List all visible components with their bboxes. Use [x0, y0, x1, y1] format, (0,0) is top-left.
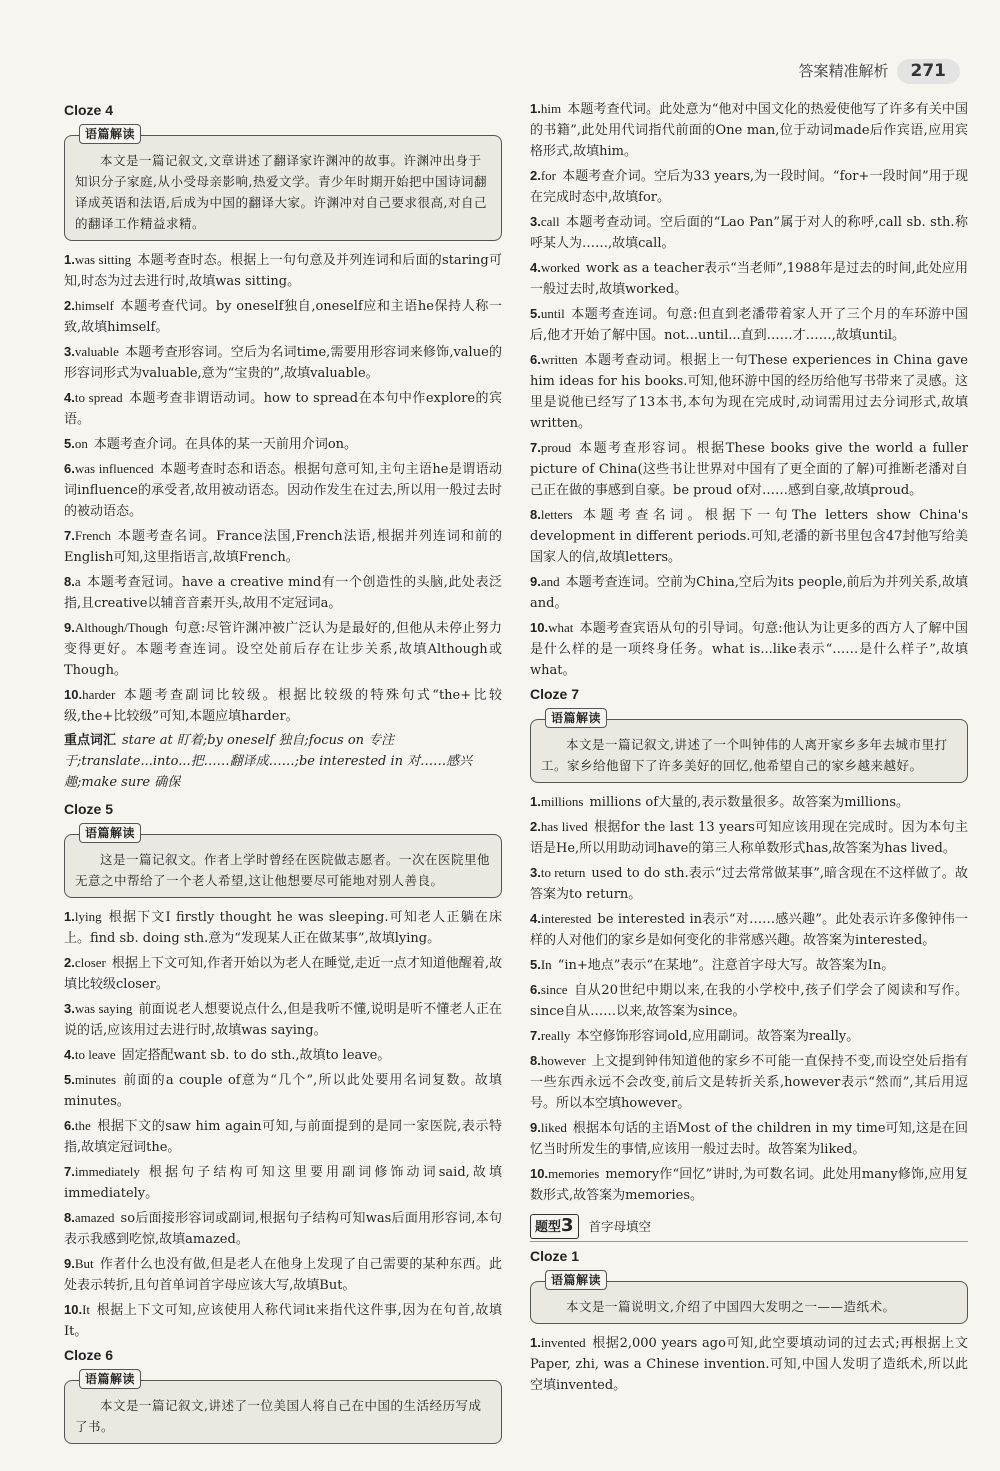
- answer-item: [530, 571, 968, 614]
- cloze-title: Cloze 7: [530, 686, 580, 702]
- answer-item: [64, 684, 502, 727]
- item-explanation: 本题考查副词比较级。根据比较级的特殊句式“the+比较级,the+比较级”可知,本题应填harder。: [64, 688, 502, 724]
- item-explanation: 本题考查非谓语动词。how to spread在本句中作explore的宾语。: [64, 391, 502, 427]
- item-answer: to leave: [74, 1047, 116, 1062]
- item-number: 2.: [64, 955, 75, 970]
- answer-item: [64, 433, 502, 455]
- item-explanation: 自从20世纪中期以来,在我的小学校中,孩子们学会了阅读和写作。since自从……以来,故答案为since。: [530, 983, 968, 1019]
- item-answer: was influenced: [74, 461, 154, 476]
- answer-item: [530, 954, 968, 976]
- answer-item: [530, 257, 968, 300]
- item-number: 7.: [530, 1028, 541, 1043]
- reading-text: 本文是一篇记叙文,文章讲述了翻译家许渊冲的故事。许渊冲出身于知识分子家庭,从小受母亲影响,热爱文学。青少年时期开始把中国诗词翻译成英语和法语,后成为中国的翻译大家。许渊冲对自己要求很高,对自己的翻译工作精益求精。: [75, 153, 487, 231]
- item-explanation: 本题考查宾语从句的引导词。句意:他认为让更多的西方人了解中国是什么样的是一项终身任务。what is...like表示“……是什么样子”,故填what。: [530, 621, 968, 678]
- item-answer: Although/Though: [74, 620, 169, 635]
- answer-item: [64, 1115, 502, 1158]
- question-type-heading: [530, 1214, 968, 1242]
- answer-item: [64, 525, 502, 568]
- item-explanation: so后面接形容词或副词,根据句子结构可知was后面用形容词,本句表示我感到吃惊,故填amazed。: [64, 1211, 502, 1247]
- item-number: 9.: [530, 574, 541, 589]
- item-number: 10.: [64, 1302, 83, 1317]
- item-explanation: 本题考查介词。在具体的某一天前用介词on。: [93, 437, 358, 452]
- answer-item: [64, 458, 502, 522]
- reading-tag: 语篇解读: [79, 823, 141, 843]
- answer-item: [530, 617, 968, 681]
- reading-box: [64, 1372, 502, 1444]
- item-answer: amazed: [74, 1210, 115, 1225]
- item-answer: immediately: [74, 1164, 140, 1179]
- item-explanation: “in+地点”表示“在某地”。注意首字母大写。故答案为In。: [557, 958, 895, 973]
- item-explanation: 本题考查形容词。根据These books give the world a fuller picture of China(这些书让世界对中国有了更全面的了解)可推断老潘对自己正在做的事感到自豪。be proud of对……感到自豪,故填proud。: [530, 441, 968, 498]
- answer-item: [530, 1163, 968, 1206]
- answer-item: [64, 571, 502, 614]
- header-title: 答案精准解析: [798, 61, 889, 80]
- reading-text: 本文是一篇记叙文,讲述了一个叫钟伟的人离开家乡多年去城市里打工。家乡给他留下了许多美好的回忆,他希望自己的家乡越来越好。: [541, 737, 948, 773]
- item-explanation: 本题考查连词。空前为China,空后为its people,前后为并列关系,故填and。: [530, 575, 968, 611]
- item-answer: has lived: [540, 819, 588, 834]
- item-number: 8.: [530, 507, 541, 522]
- item-explanation: 本题考查动词。根据上一句These experiences in China gave him ideas for his books.可知,他环游中国的经历给他写书带来了灵感。这里是说他已经写了13本书,本句为现在完成时,动词需用过去分词形式,故填written。: [530, 353, 968, 431]
- item-number: 6.: [64, 1118, 75, 1133]
- item-explanation: work as a teacher表示“当老师”,1988年是过去的时间,此处应用一般过去时,故填worked。: [530, 261, 968, 297]
- answer-item: [530, 437, 968, 501]
- reading-tag: 语篇解读: [79, 1369, 141, 1389]
- answer-item: [64, 387, 502, 430]
- item-number: 4.: [64, 390, 75, 405]
- reading-tag: 语篇解读: [79, 124, 141, 144]
- item-answer: written: [540, 352, 578, 367]
- type-badge-number: 3: [561, 1215, 574, 1236]
- answer-item: [64, 906, 502, 949]
- item-answer: millions: [540, 794, 584, 809]
- right-column: [530, 98, 968, 1399]
- item-number: 7.: [530, 440, 541, 455]
- item-number: 2.: [64, 298, 75, 313]
- item-explanation: 上文提到钟伟知道他的家乡不可能一直保持不变,而设空处后指有一些东西永远不会改变,前后文是转折关系,however表示“然而”,其后用逗号。所以本空填however。: [530, 1054, 968, 1111]
- answer-item: [530, 349, 968, 434]
- item-number: 3.: [530, 865, 541, 880]
- reading-box: [530, 1273, 968, 1324]
- item-number: 8.: [530, 1053, 541, 1068]
- page-header: [798, 56, 960, 86]
- answer-item: [530, 1050, 968, 1114]
- item-number: 2.: [530, 168, 541, 183]
- item-number: 4.: [530, 260, 541, 275]
- item-explanation: 本题考查动词。空后面的“Lao Pan”属于对人的称呼,call sb. sth.称呼某人为……,故填call。: [530, 215, 968, 251]
- left-column: [64, 98, 502, 1452]
- item-answer: French: [74, 528, 111, 543]
- answer-item: [64, 1253, 502, 1296]
- item-explanation: 本题考查形容词。空后为名词time,需要用形容词来修饰,value的形容词形式为valuable,意为“宝贵的”,故填valuable。: [64, 345, 502, 381]
- reading-box: [64, 127, 502, 241]
- item-answer: was sitting: [74, 252, 132, 267]
- answer-item: [530, 1025, 968, 1047]
- item-explanation: 本题考查代词。by oneself独自,oneself应和主语he保持人称一致,故填himself。: [64, 299, 502, 335]
- item-answer: call: [540, 214, 560, 229]
- item-answer: really: [540, 1028, 571, 1043]
- item-answer: But: [74, 1256, 94, 1271]
- item-answer: on: [74, 436, 88, 451]
- item-answer: was saying: [74, 1001, 133, 1016]
- item-answer: liked: [540, 1120, 567, 1135]
- item-number: 6.: [530, 352, 541, 367]
- item-answer: until: [540, 306, 565, 321]
- item-explanation: 本题考查时态和语态。根据句意可知,主句主语he是谓语动词influence的承受者,故用被动语态。因动作发生在过去,所以用一般过去时的被动语态。: [64, 462, 502, 519]
- item-explanation: millions of大量的,表示数量很多。故答案为millions。: [589, 795, 910, 810]
- item-number: 7.: [64, 1164, 75, 1179]
- item-answer: invented: [540, 1335, 586, 1350]
- answer-item: [64, 1069, 502, 1112]
- type-badge-prefix: 题型: [535, 1220, 562, 1235]
- item-answer: him: [540, 101, 562, 116]
- item-number: 6.: [64, 461, 75, 476]
- item-explanation: 本题考查时态。根据上一句句意及并列连词和后面的staring可知,时态为过去进行时,故填was sitting。: [64, 253, 502, 289]
- answer-item: [530, 1332, 968, 1396]
- answer-item: [530, 908, 968, 951]
- item-answer: what: [548, 620, 574, 635]
- item-number: 4.: [64, 1047, 75, 1062]
- answer-item: [530, 816, 968, 859]
- item-number: 10.: [530, 1166, 549, 1181]
- reading-tag: 语篇解读: [545, 1270, 607, 1290]
- answer-item: [64, 617, 502, 681]
- item-number: 2.: [530, 819, 541, 834]
- key-vocabulary: [64, 730, 502, 793]
- reading-text: 本文是一篇说明文,介绍了中国四大发明之一——造纸术。: [566, 1299, 896, 1314]
- item-number: 4.: [530, 911, 541, 926]
- answer-item: [64, 998, 502, 1041]
- item-answer: memories: [548, 1166, 600, 1181]
- item-number: 8.: [64, 1210, 75, 1225]
- reading-box: [530, 711, 968, 783]
- answer-item: [64, 295, 502, 338]
- item-answer: proud: [540, 440, 572, 455]
- item-answer: however: [540, 1053, 586, 1068]
- item-explanation: 根据2,000 years ago可知,此空要填动词的过去式;再根据上文Paper, zhi, was a Chinese invention.可知,中国人发明了造纸术,所以此空填invented。: [530, 1336, 968, 1393]
- question-type-badge: [530, 1214, 579, 1239]
- item-number: 9.: [64, 1256, 75, 1271]
- item-explanation: 本空修饰形容词old,应用副词。故答案为really。: [576, 1029, 860, 1044]
- item-number: 8.: [64, 574, 75, 589]
- item-number: 9.: [530, 1120, 541, 1135]
- item-answer: for: [540, 168, 557, 183]
- item-explanation: 根据本句话的主语Most of the children in my time可知,这是在回忆当时所发生的事情,应该用一般过去时。故答案为liked。: [530, 1121, 968, 1157]
- reading-text: 这是一篇记叙文。作者上学时曾经在医院做志愿者。一次在医院里他无意之中帮给了一个老人希望,这让他想要尽可能地对别人善良。: [75, 852, 491, 888]
- item-explanation: 本题考查介词。空后为33 years,为一段时间。“for+一段时间”用于现在完成时态中,故填for。: [530, 169, 968, 205]
- item-explanation: 前面说老人想要说点什么,但是我听不懂,说明是听不懂老人正在说的话,应该用过去进行时,故填was saying。: [64, 1002, 502, 1038]
- item-number: 10.: [530, 620, 549, 635]
- item-number: 6.: [530, 982, 541, 997]
- item-number: 9.: [64, 620, 75, 635]
- item-answer: letters: [540, 507, 573, 522]
- item-answer: lying: [74, 909, 102, 924]
- answer-item: [64, 1299, 502, 1342]
- vocab-text: stare at 盯着;by oneself 独自;focus on 专注于;translate...into...把……翻译成……;be interested in 对……感兴趣;make sure 确保: [64, 733, 473, 790]
- answer-item: [64, 1161, 502, 1204]
- answer-item: [64, 249, 502, 292]
- vocab-label: 重点词汇: [64, 733, 117, 748]
- item-explanation: memory作“回忆”讲时,为可数名词。此处用many修饰,应用复数形式,故答案为memories。: [530, 1167, 968, 1203]
- answer-item: [530, 1117, 968, 1160]
- item-answer: to spread: [74, 390, 123, 405]
- answer-item: [530, 165, 968, 208]
- item-explanation: 前面的a couple of意为“几个”,所以此处要用名词复数。故填minutes。: [64, 1073, 502, 1109]
- item-answer: In: [540, 957, 552, 972]
- item-explanation: 本题考查名词。根据下一句The letters show China's development in different periods.可知,老潘的新书里包含47封他写给美国家人的信,故填letters。: [530, 508, 968, 565]
- answer-item: [530, 504, 968, 568]
- item-answer: the: [74, 1118, 91, 1133]
- item-explanation: 根据下文I firstly thought he was sleeping.可知老人正躺在床上。find sb. doing sth.意为“发现某人正在做某事”,故填lying。: [64, 910, 502, 946]
- answer-item: [64, 952, 502, 995]
- item-number: 3.: [64, 1001, 75, 1016]
- answer-item: [530, 211, 968, 254]
- item-answer: and: [540, 574, 560, 589]
- answer-item: [64, 1207, 502, 1250]
- item-number: 1.: [530, 101, 541, 116]
- item-answer: closer: [74, 955, 106, 970]
- item-answer: worked: [540, 260, 580, 275]
- item-explanation: 本题考查冠词。have a creative mind有一个创造性的头脑,此处表泛指,且creative以辅音音素开头,故用不定冠词a。: [64, 575, 502, 611]
- item-explanation: 根据上下文可知,应该使用人称代词it来指代这件事,因为在句首,故填It。: [64, 1303, 502, 1339]
- answer-item: [64, 341, 502, 384]
- item-explanation: 固定搭配want sb. to do sth.,故填to leave。: [121, 1048, 391, 1063]
- item-answer: valuable: [74, 344, 119, 359]
- item-answer: a: [74, 574, 81, 589]
- item-explanation: 作者什么也没有做,但是老人在他身上发现了自己需要的某种东西。此处表示转折,且句首单词首字母应该大写,故填But。: [64, 1257, 502, 1293]
- cloze-title: Cloze 4: [64, 102, 114, 118]
- item-answer: harder: [82, 687, 116, 702]
- item-number: 1.: [64, 909, 75, 924]
- item-explanation: 句意:尽管许渊冲被广泛认为是最好的,但他从未停止努力变得更好。本题考查连词。设空处前后存在让步关系,故填Although或Though。: [64, 621, 502, 678]
- item-explanation: 根据for the last 13 years可知应该用现在完成时。因为本句主语是He,所以用助动词have的第三人称单数形式has,故答案为has lived。: [530, 820, 968, 856]
- item-number: 1.: [530, 794, 541, 809]
- item-answer: since: [540, 982, 568, 997]
- cloze-title: Cloze 6: [64, 1347, 114, 1363]
- item-answer: It: [82, 1302, 91, 1317]
- answer-item: [530, 98, 968, 162]
- answer-item: [530, 979, 968, 1022]
- item-explanation: 根据句子结构可知这里要用副词修饰动词said,故填immediately。: [64, 1165, 502, 1201]
- item-number: 5.: [64, 1072, 75, 1087]
- item-answer: interested: [540, 911, 592, 926]
- item-answer: minutes: [74, 1072, 117, 1087]
- item-explanation: 根据下文的saw him again可知,与前面提到的是同一家医院,表示特指,故填定冠词the。: [64, 1119, 502, 1155]
- item-number: 5.: [64, 436, 75, 451]
- item-explanation: used to do sth.表示“过去常常做某事”,暗含现在不这样做了。故答案为to return。: [530, 866, 969, 902]
- item-number: 5.: [530, 957, 541, 972]
- item-number: 3.: [530, 214, 541, 229]
- reading-box: [64, 826, 502, 898]
- item-explanation: 本题考查名词。France法国,French法语,根据并列连词和前的English可知,这里指语言,故填French。: [64, 529, 502, 565]
- item-answer: to return: [540, 865, 586, 880]
- item-explanation: be interested in表示“对……感兴趣”。此处表示许多像钟伟一样的人对他们的家乡是如何变化的非常感兴趣。故答案为interested。: [530, 912, 968, 948]
- cloze-title: Cloze 5: [64, 801, 114, 817]
- item-number: 10.: [64, 687, 83, 702]
- item-number: 5.: [530, 306, 541, 321]
- answer-item: [64, 1044, 502, 1066]
- item-explanation: 本题考查代词。此处意为“他对中国文化的热爱使他写了许多有关中国的书籍”,此处用代词指代前面的One man,位于动词made后作宾语,应用宾格形式,故填him。: [530, 102, 968, 159]
- item-number: 3.: [64, 344, 75, 359]
- item-answer: himself: [74, 298, 114, 313]
- answer-item: [530, 791, 968, 813]
- answer-item: [530, 862, 968, 905]
- reading-tag: 语篇解读: [545, 708, 607, 728]
- item-number: 1.: [530, 1335, 541, 1350]
- cloze-title: Cloze 1: [530, 1248, 580, 1264]
- page-number: 271: [897, 59, 961, 84]
- reading-text: 本文是一篇记叙文,讲述了一位美国人将自己在中国的生活经历写成了书。: [75, 1398, 482, 1434]
- item-explanation: 根据上下文可知,作者开始以为老人在睡觉,走近一点才知道他醒着,故填比较级closer。: [64, 956, 502, 992]
- answer-item: [530, 303, 968, 346]
- item-explanation: 本题考查连词。句意:但直到老潘带着家人开了三个月的车环游中国后,他才开始了解中国。not...until...直到……才……,故填until。: [530, 307, 968, 343]
- item-number: 7.: [64, 528, 75, 543]
- item-number: 1.: [64, 252, 75, 267]
- question-type-title: 首字母填空: [588, 1219, 652, 1234]
